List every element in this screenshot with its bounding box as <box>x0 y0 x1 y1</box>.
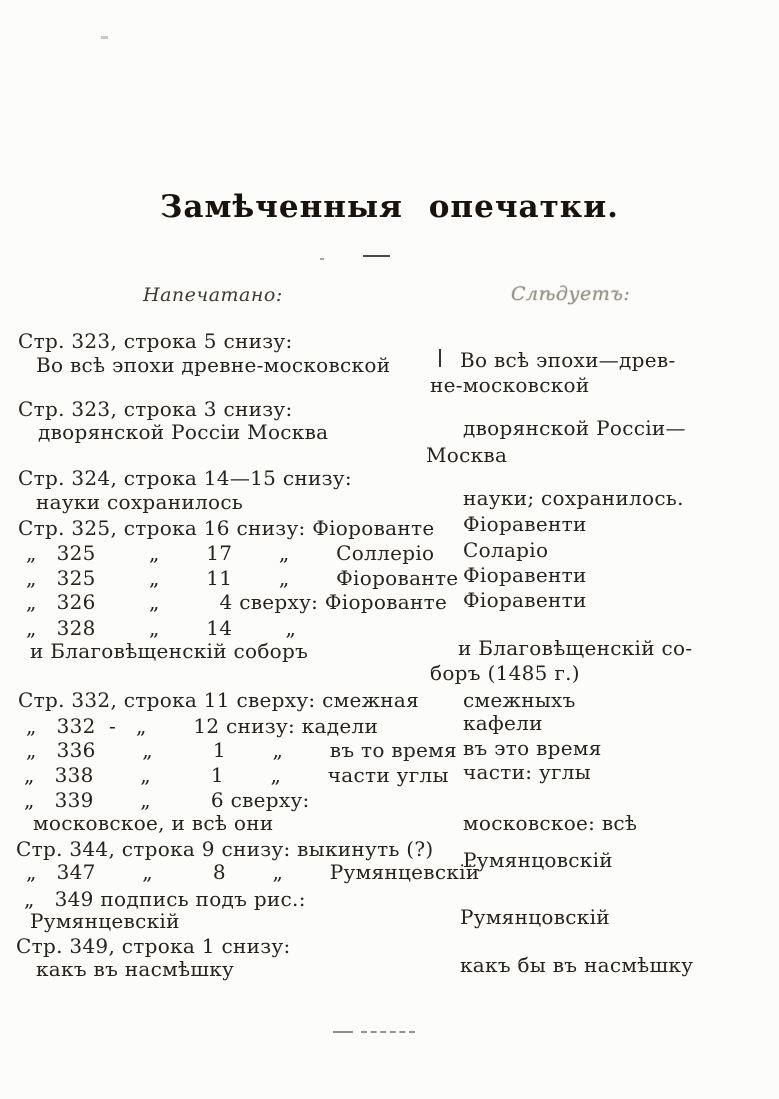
errata-left-line: „ 349 подпись подъ рис.: <box>24 887 306 911</box>
errata-right-line: Румянцовскій <box>460 905 610 929</box>
errata-left-line: Стр. 323, строка 3 снизу: <box>18 397 293 421</box>
errata-right-line: Москва <box>426 443 508 467</box>
errata-right-line: смежныхъ <box>463 688 576 712</box>
errata-left-line: дворянской Россіи Москва <box>38 420 329 444</box>
errata-left-line: Стр. 323, строка 5 снизу: <box>18 329 293 353</box>
footer-divider-segment <box>361 1031 415 1033</box>
errata-left-line: Стр. 332, строка 11 сверху: смежная <box>18 688 420 712</box>
errata-right-line: науки; сохранилось. <box>463 486 684 510</box>
errata-left-line: Во всѣ эпохи древне-московской <box>36 353 391 377</box>
errata-right-line: части: углы <box>463 760 592 784</box>
errata-left-line: „ 336 „ 1 „ въ то время <box>26 738 457 762</box>
scan-artifact-vertical-bar <box>439 349 441 367</box>
errata-right-line: дворянской Россіи— <box>463 416 686 440</box>
footer-divider-segment <box>333 1031 353 1033</box>
errata-right-line: московское: всѣ <box>463 811 638 835</box>
errata-left-line: науки сохранилось <box>36 490 244 514</box>
errata-left-line: „ 328 „ 14 „ <box>26 616 297 640</box>
column-header-printed: Напечатано: <box>143 284 283 306</box>
errata-right-line: Румянцовскій <box>463 848 613 872</box>
errata-left-line: какъ въ насмѣшку <box>36 957 235 981</box>
scan-artifact-speck <box>101 36 108 39</box>
errata-left-line: Стр. 344, строка 9 снизу: выкинуть (?) <box>16 837 434 861</box>
page-title: Замѣченныя опечатки. <box>160 189 619 225</box>
errata-right-line: Соларіо <box>463 538 549 562</box>
errata-right-line: Фіоравенти <box>463 563 587 587</box>
errata-right-line: боръ (1485 г.) <box>430 661 580 685</box>
errata-right-line: не-московской <box>430 373 590 397</box>
errata-left-line: московское, и всѣ они <box>33 811 274 835</box>
column-header-correct: Слѣдуетъ: <box>511 283 631 305</box>
errata-left-line: Стр. 349, строка 1 снизу: <box>16 934 291 958</box>
errata-right-line: кафели <box>463 711 543 735</box>
errata-left-line: „ 347 „ 8 „ Румянцевскій <box>26 860 480 884</box>
errata-right-line: Фіоравенти <box>463 588 587 612</box>
errata-left-line: „ 339 „ 6 сверху: <box>24 788 310 812</box>
errata-left-line: „ 326 „ 4 сверху: Фіорованте <box>26 590 448 614</box>
errata-right-line: Во всѣ эпохи—древ- <box>460 348 676 372</box>
errata-right-line: въ это время <box>463 736 602 760</box>
errata-right-line: и Благовѣщенскій со- <box>458 636 693 660</box>
scan-artifact-dot <box>320 258 324 260</box>
errata-left-line: Стр. 325, строка 16 снизу: Фіорованте <box>18 516 435 540</box>
errata-left-line: „ 325 „ 11 „ Фіорованте <box>26 566 459 590</box>
errata-left-line: Стр. 324, строка 14—15 снизу: <box>18 466 352 490</box>
errata-left-line: и Благовѣщенскій соборъ <box>30 639 309 663</box>
errata-left-line: Румянцевскій <box>30 909 180 933</box>
errata-right-line: Фіоравенти <box>463 512 587 536</box>
errata-right-line: какъ бы въ насмѣшку <box>460 953 694 977</box>
section-divider <box>363 255 390 257</box>
errata-left-line: „ 332 - „ 12 снизу: кадели <box>26 714 379 738</box>
footer-divider <box>333 1030 415 1033</box>
errata-left-line: „ 325 „ 17 „ Соллеріо <box>26 541 435 565</box>
errata-left-line: „ 338 „ 1 „ части углы <box>24 763 449 787</box>
